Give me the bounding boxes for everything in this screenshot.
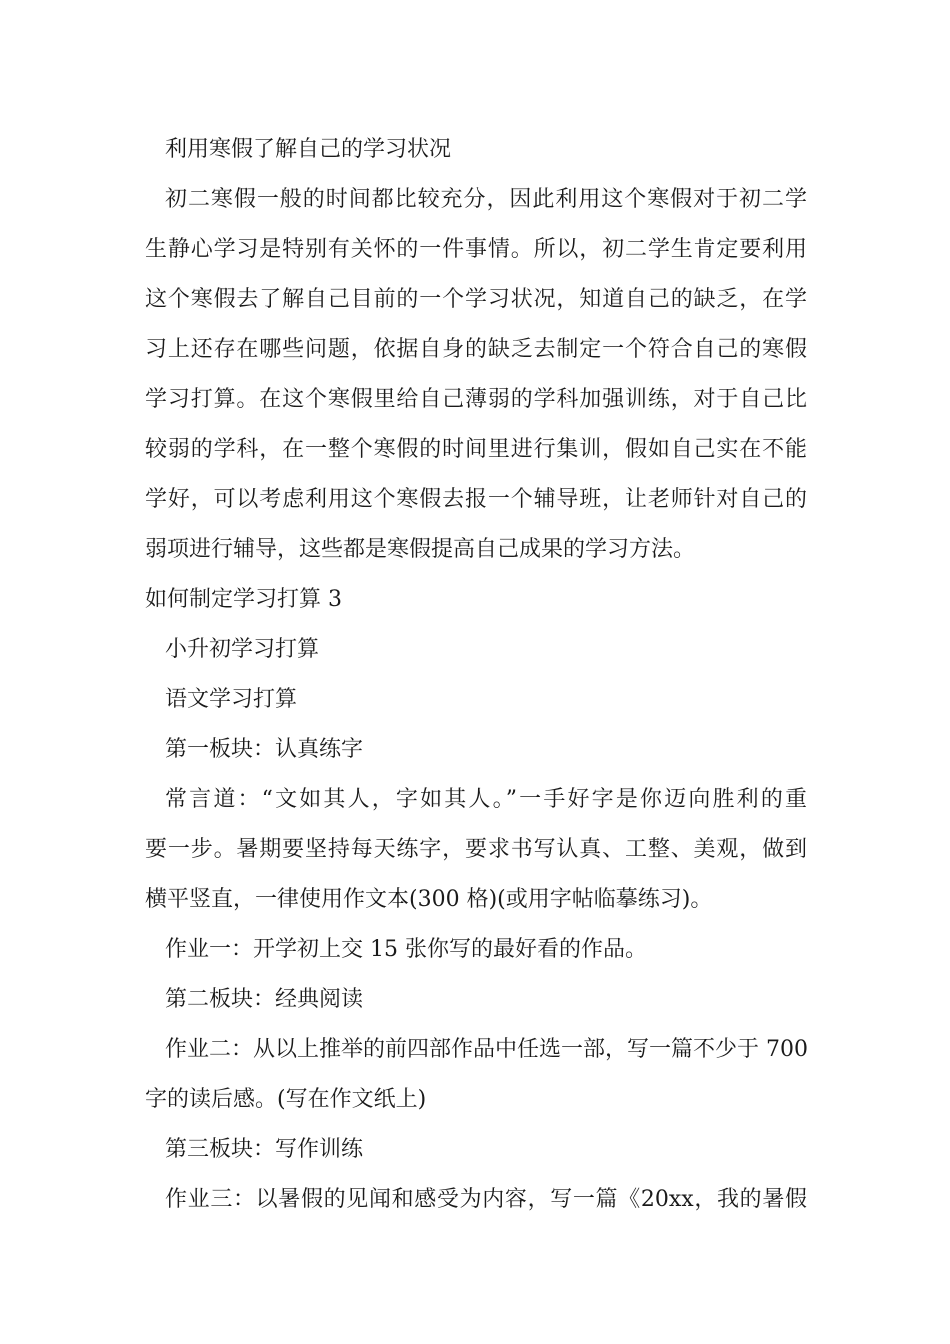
block-title-text: 第一板块：认真练字: [165, 737, 364, 762]
text-line: 作业二：从以上推举的前四部作品中任选一部，写一篇不少于 700: [165, 1037, 808, 1062]
text-line: 生静心学习是特别有关怀的一件事情。所以，初二学生肯定要利用: [145, 237, 807, 262]
block-title-text: 第三板块：写作训练: [165, 1137, 364, 1162]
block1-title: [145, 725, 807, 775]
text-line: 作业三：以暑假的见闻和感受为内容，写一篇《20xx，我的暑假: [165, 1187, 807, 1212]
subheading-text: 小升初学习打算: [165, 637, 320, 662]
block2-title: [145, 975, 807, 1025]
subheading-primary-to-junior: [145, 625, 807, 675]
text-line: 习上还存在哪些问题，依据自身的缺乏去制定一个符合自己的寒假: [145, 337, 807, 362]
text-line: 较弱的学科，在一整个寒假的时间里进行集训，假如自己实在不能: [145, 437, 807, 462]
homework-text: 作业一：开学初上交 15 张你写的最好看的作品。: [165, 937, 647, 962]
homework-2: [145, 1025, 807, 1125]
text-line: 要一步。暑期要坚持每天练字，要求书写认真、工整、美观，做到: [145, 837, 807, 862]
text-line: 常言道：“文如其人，字如其人。”一手好字是你迈向胜利的重: [165, 787, 807, 812]
text-line: 横平竖直，一律使用作文本(300 格)(或用字帖临摹练习)。: [145, 887, 713, 912]
text-line: 字的读后感。(写在作文纸上): [145, 1087, 427, 1112]
section-heading-text: 如何制定学习打算 3: [145, 587, 342, 612]
block-title-text: 第二板块：经典阅读: [165, 987, 364, 1012]
section-heading: [145, 575, 807, 625]
paragraph-title-winter-study: [145, 125, 807, 175]
text-line: 学习打算。在这个寒假里给自己薄弱的学科加强训练，对于自己比: [145, 387, 807, 412]
homework-3: [145, 1175, 807, 1225]
subheading-chinese-plan: [145, 675, 807, 725]
block3-title: [145, 1125, 807, 1175]
text-line: 初二寒假一般的时间都比较充分，因此利用这个寒假对于初二学: [165, 187, 807, 212]
subheading-text: 语文学习打算: [165, 687, 298, 712]
text-line: 这个寒假去了解自己目前的一个学习状况，知道自己的缺乏，在学: [145, 287, 807, 312]
text-line: 弱项进行辅导，这些都是寒假提高自己成果的学习方法。: [145, 537, 696, 562]
paragraph-winter-study-body: [145, 175, 807, 575]
homework-1: [145, 925, 807, 975]
paragraph-heading: 利用寒假了解自己的学习状况: [165, 137, 452, 162]
block1-body: [145, 775, 807, 925]
text-line: 学好，可以考虑利用这个寒假去报一个辅导班，让老师针对自己的: [145, 487, 807, 512]
